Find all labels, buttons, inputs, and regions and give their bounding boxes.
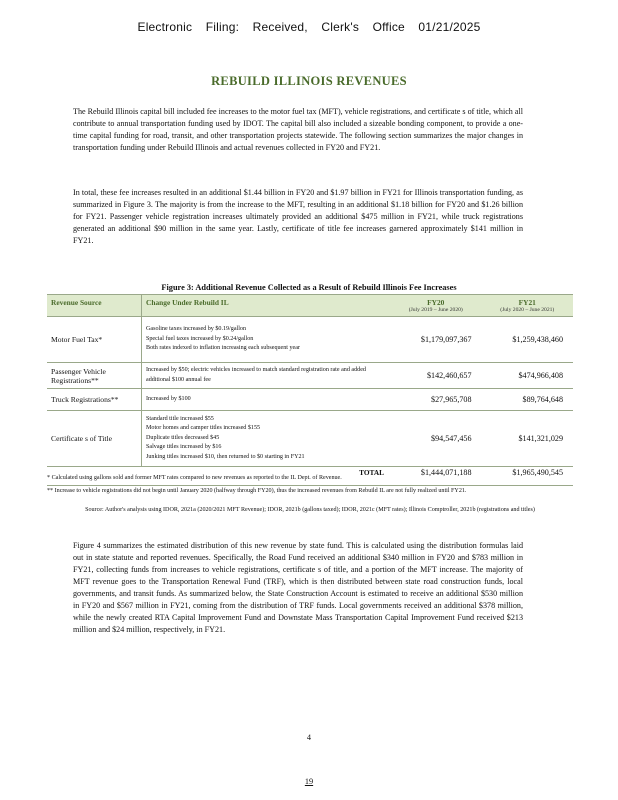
change-item: Gasoline taxes increased by $0.19/gallon (146, 326, 247, 333)
change-item: Duplicate titles decreased $45 (146, 434, 220, 441)
row-source: Truck Registrations** (47, 389, 142, 411)
col-header-fy21 (482, 295, 574, 317)
distribution-paragraph: Figure 4 summarizes the estimated distribution of this new revenue by state fund. This is calculated using the distribution formulas laid out in state statute and reported revenues. Specifically, the Road Fund received an additional $340 million in FY20 and $783 million in FY21, collecting funds from increases to vehicle registrations, certificate s of title, and a portion of the MFT increase. The majority of MFT revenue goes to the Transportation Renewal Fund (TRF), which is then distributed between state road construction funds, local governments, and transit funds. As summarized below, the State Construction Account is estimated to receive an additional $530 million in FY20 and $567 million in FY21, coming from the distribution of TRF funds. Local governments received an additional $378 million, while the newly created RTA Capital Improvement Fund and Downstate Mass Transportation Capital Improvement Fund received $213 million and $24 million, respectively, in FY21. (73, 541, 523, 634)
change-item: Motor homes and camper titles increased $155 (146, 425, 261, 432)
col-header-change: Change Under Rebuild IL (142, 295, 391, 317)
row-fy21: $89,764,648 (482, 389, 574, 411)
fy20-range: (July 2019 – June 2020) (408, 307, 463, 313)
table-row (47, 389, 573, 411)
row-fy21: $1,259,438,460 (482, 317, 574, 363)
row-changes (142, 411, 391, 467)
row-changes (142, 389, 391, 411)
figure-source: Source: Author's analysis using IDOR, 2021a (2020/2021 MFT Revenue); IDOR, 2021b (gallons taxed); IDOR, 2021c (MFT rates); Illinois Comptroller, 2021b (registrations and titles) (85, 507, 535, 513)
change-item: Both rates indexed to inflation increasing each subsequent year (146, 345, 300, 352)
revenue-table (47, 294, 573, 478)
row-changes (142, 317, 391, 363)
row-source: Passenger Vehicle Registrations** (47, 363, 142, 389)
row-fy20: $27,965,708 (390, 389, 482, 411)
footnote-2: ** Increase to vehicle registrations did not begin until January 2020 (halfway through FY20), thus the increased revenues from Rebuild IL are not fully realized until FY21. (47, 485, 573, 495)
table-row (47, 317, 573, 363)
filing-page-number-text: 19 (304, 777, 314, 786)
change-item: Increased by $50; electric vehicles increased to match standard registration rate and added additional $100 annual fee (146, 367, 366, 383)
page-number: 4 (306, 733, 312, 742)
row-fy21: $141,321,029 (482, 411, 574, 467)
row-fy21: $474,966,408 (482, 363, 574, 389)
table-header-row (47, 295, 573, 317)
intro-paragraph: The Rebuild Illinois capital bill included fee increases to the motor fuel tax (MFT), vehicle registrations, and certificate s of title, which all contribute to annual transportation funding used by IDOT. The capital bill also included a sizeable bonding component, to provide a one-time capital funding for road, transit, and other transportation projects statewide. The following section summarizes the major changes in transportation funding under Rebuild Illinois and actual revenues collected in FY20 and FY21. (73, 107, 523, 152)
change-item: Salvage titles increased by $16 (146, 444, 222, 451)
fy21-range: (July 2020 – June 2021) (500, 307, 555, 313)
fy21-label: FY21 (518, 298, 536, 307)
col-header-source: Revenue Source (47, 295, 142, 317)
table-row (47, 411, 573, 467)
summary-paragraph: In total, these fee increases resulted in an additional $1.44 billion in FY20 and $1.97 billion in FY21 for Illinois transportation funding, as summarized in Figure 3. The majority is from the increase to the MFT, resulting in an additional $1.18 billion for FY20 and $1.26 billion for FY21. Passenger vehicle registration increases ultimately provided an additional $475 million in FY21, while truck registrations generated an additional $90 million in the same year. Lastly, certificate of title fee increases garnered approximately $141 million in FY21. (73, 188, 523, 245)
row-fy20: $94,547,456 (390, 411, 482, 467)
row-fy20: $1,179,097,367 (390, 317, 482, 363)
total-fy20: $1,444,071,188 (420, 468, 472, 477)
total-fy21: $1,965,490,545 (512, 468, 563, 477)
row-source: Motor Fuel Tax* (47, 317, 142, 363)
change-item: Junking titles increased $10, then returned to $0 starting in FY21 (146, 453, 305, 460)
figure-title: Figure 3: Additional Revenue Collected as a Result of Rebuild Illinois Fee Increases (161, 283, 457, 292)
row-fy20: $142,460,657 (390, 363, 482, 389)
filing-header: Electronic Filing: Received, Clerk's Office 01/21/2025 (137, 20, 481, 34)
change-item: Standard title increased $55 (146, 415, 214, 422)
col-header-fy20 (390, 295, 482, 317)
section-title: REBUILD ILLINOIS REVENUES (211, 74, 407, 88)
row-source: Certificate s of Title (47, 411, 142, 467)
change-item: Special fuel taxes increased by $0.24/gallon (146, 335, 254, 342)
row-changes (142, 363, 391, 389)
total-label: TOTAL (359, 468, 384, 477)
filing-page-number (0, 777, 618, 786)
footnote-1: * Calculated using gallons sold and former MFT rates compared to new revenues as reported to the IL Dept. of Revenue. (47, 475, 342, 481)
fy20-label: FY20 (427, 298, 445, 307)
table-row (47, 363, 573, 389)
change-item: Increased by $100 (146, 395, 191, 402)
